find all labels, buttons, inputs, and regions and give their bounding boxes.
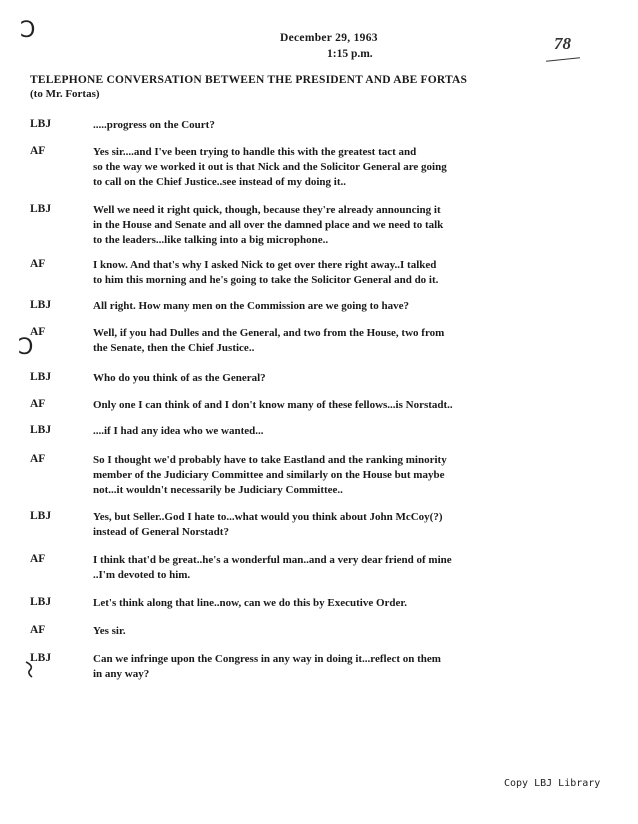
speaker-label: LBJ <box>30 371 52 383</box>
document-subtitle: (to Mr. Fortas) <box>30 88 100 100</box>
speaker-label: AF <box>30 398 46 410</box>
library-footer: Copy LBJ Library <box>504 778 601 789</box>
speaker-label: AF <box>30 145 46 157</box>
speech-text: So I thought we'd probably have to take Eastland and the ranking minority member of the Judiciary Committee and similarly on the House but maybe not...it wouldn't necessarily be Judiciary Committee.. <box>93 454 447 496</box>
speaker-label: LBJ <box>30 596 52 608</box>
speaker-label: LBJ <box>30 510 52 522</box>
page-number: 78 <box>554 34 571 53</box>
speaker-label: LBJ <box>30 652 52 664</box>
speaker-label: AF <box>30 624 46 636</box>
speech-text: Yes sir....and I've been trying to handle this with the greatest tact and so the way we worked it out is that Nick and the Solicitor General are going to call on the Chief Justice..see instead of my doing it.. <box>93 146 447 188</box>
margin-mark-c-icon: C <box>18 335 34 360</box>
speaker-label: LBJ <box>30 424 52 436</box>
speaker-label: LBJ <box>30 203 52 215</box>
speaker-label: AF <box>30 553 46 565</box>
speech-text: Who do you think of as the General? <box>93 372 266 384</box>
speaker-label: AF <box>30 453 46 465</box>
speech-text: Can we infringe upon the Congress in any way in doing it...reflect on them in any way? <box>93 653 441 680</box>
speaker-label: LBJ <box>30 299 52 311</box>
speech-text: Only one I can think of and I don't know many of these fellows...is Norstadt.. <box>93 399 453 411</box>
speech-text: I know. And that's why I asked Nick to get over there right away..I talked to him this morning and he's going to take the Solicitor General and do it. <box>93 259 439 286</box>
speech-text: All right. How many men on the Commission are we going to have? <box>93 300 410 312</box>
speech-text: Let's think along that line..now, can we do this by Executive Order. <box>93 597 408 609</box>
speech-text: Well, if you had Dulles and the General, and two from the House, two from the Senate, then the Chief Justice.. <box>93 327 445 354</box>
speech-text: I think that'd be great..he's a wonderful man..and a very dear friend of mine ..I'm devoted to him. <box>93 554 452 581</box>
document-date: December 29, 1963 <box>280 32 378 44</box>
speaker-label: LBJ <box>30 118 52 130</box>
speech-text: .....progress on the Court? <box>93 119 215 131</box>
page-number-underline <box>546 57 580 62</box>
document-time: 1:15 p.m. <box>327 48 373 60</box>
margin-hook-mark-icon <box>24 660 38 678</box>
margin-mark-c-icon: C <box>20 18 36 43</box>
speech-text: Well we need it right quick, though, because they're already announcing it in the House and Senate and all over the damned place and we need to talk to the leaders...like talking into a big microphone.. <box>93 204 444 246</box>
speech-text: ....if I had any idea who we wanted... <box>93 425 264 437</box>
speech-text: Yes, but Seller..God I hate to...what would you think about John McCoy(?) instead of General Norstadt? <box>93 511 443 538</box>
document-title: TELEPHONE CONVERSATION BETWEEN THE PRESIDENT AND ABE FORTAS <box>30 74 468 86</box>
speech-text: Yes sir. <box>93 625 126 637</box>
speaker-label: AF <box>30 326 46 338</box>
speaker-label: AF <box>30 258 46 270</box>
